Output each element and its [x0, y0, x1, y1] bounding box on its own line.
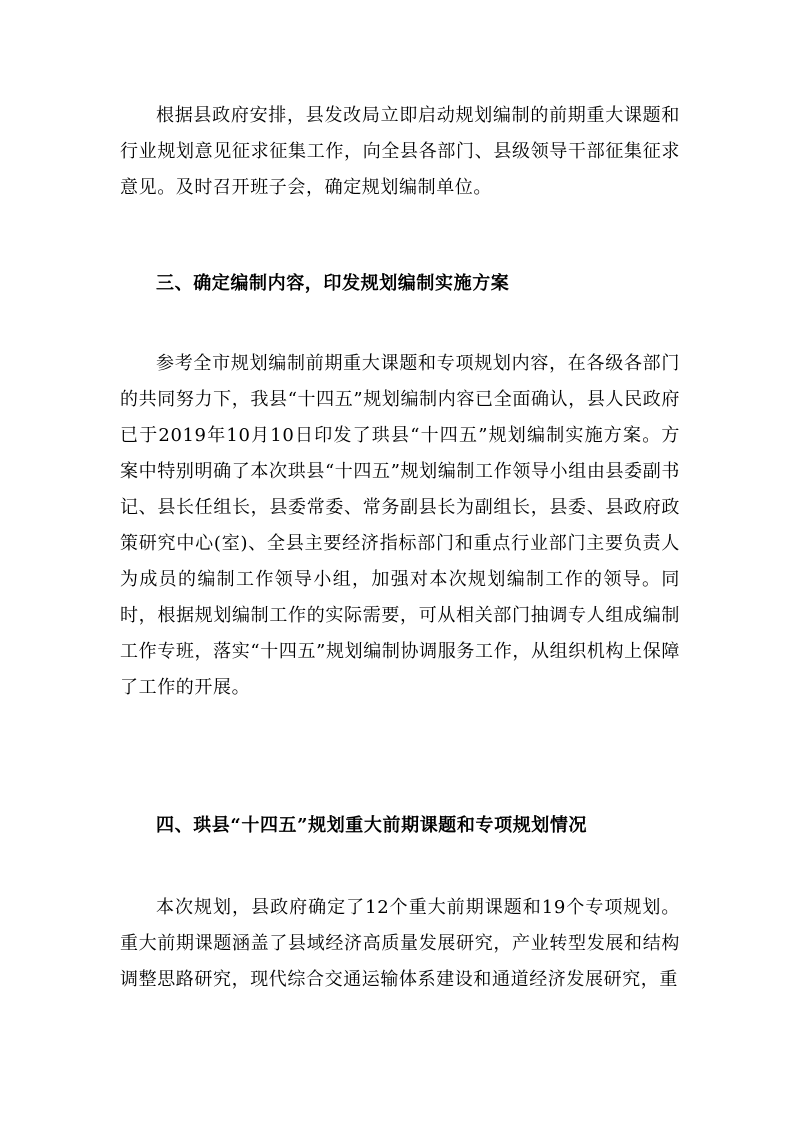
body-paragraph-1: 根据县政府安排，县发改局立即启动规划编制的前期重大课题和行业规划意见征求征集工作，向全县各部门、县级领导干部征集征求意见。及时召开班子会，确定规划编制单位。 — [120, 105, 680, 198]
section-heading-3: 三、确定编制内容，印发规划编制实施方案 — [156, 273, 510, 294]
body-paragraph-2: 参考全市规划编制前期重大课题和专项规划内容，在各级各部门的共同努力下，我县“十四五”规划编制内容已全面确认，县人民政府已于2019年10月10日印发了珙县“十四五”规划编制实施方案。方案中特别明确了本次珙县“十四五”规划编制工作领导小组由县委副书记、县长任组长，县委常委、常务副县长为副组长，县委、县政府政策研究中心(室)、全县主要经济指标部门和重点行业部门主要负责人为成员的编制工作领导小组，加强对本次规划编制工作的领导。同时，根据规划编制工作的实际需要，可从相关部门抽调专人组成编制工作专班，落实“十四五”规划编制协调服务工作，从组织机构上保障了工作的开展。 — [120, 353, 680, 698]
body-paragraph-3: 本次规划，县政府确定了12个重大前期课题和19个专项规划。重大前期课题涵盖了县域经济高质量发展研究，产业转型发展和结构调整思路研究，现代综合交通运输体系建设和通道经济发展研究，重 — [120, 897, 680, 990]
section-heading-4: 四、珙县“十四五”规划重大前期课题和专项规划情况 — [156, 815, 588, 836]
